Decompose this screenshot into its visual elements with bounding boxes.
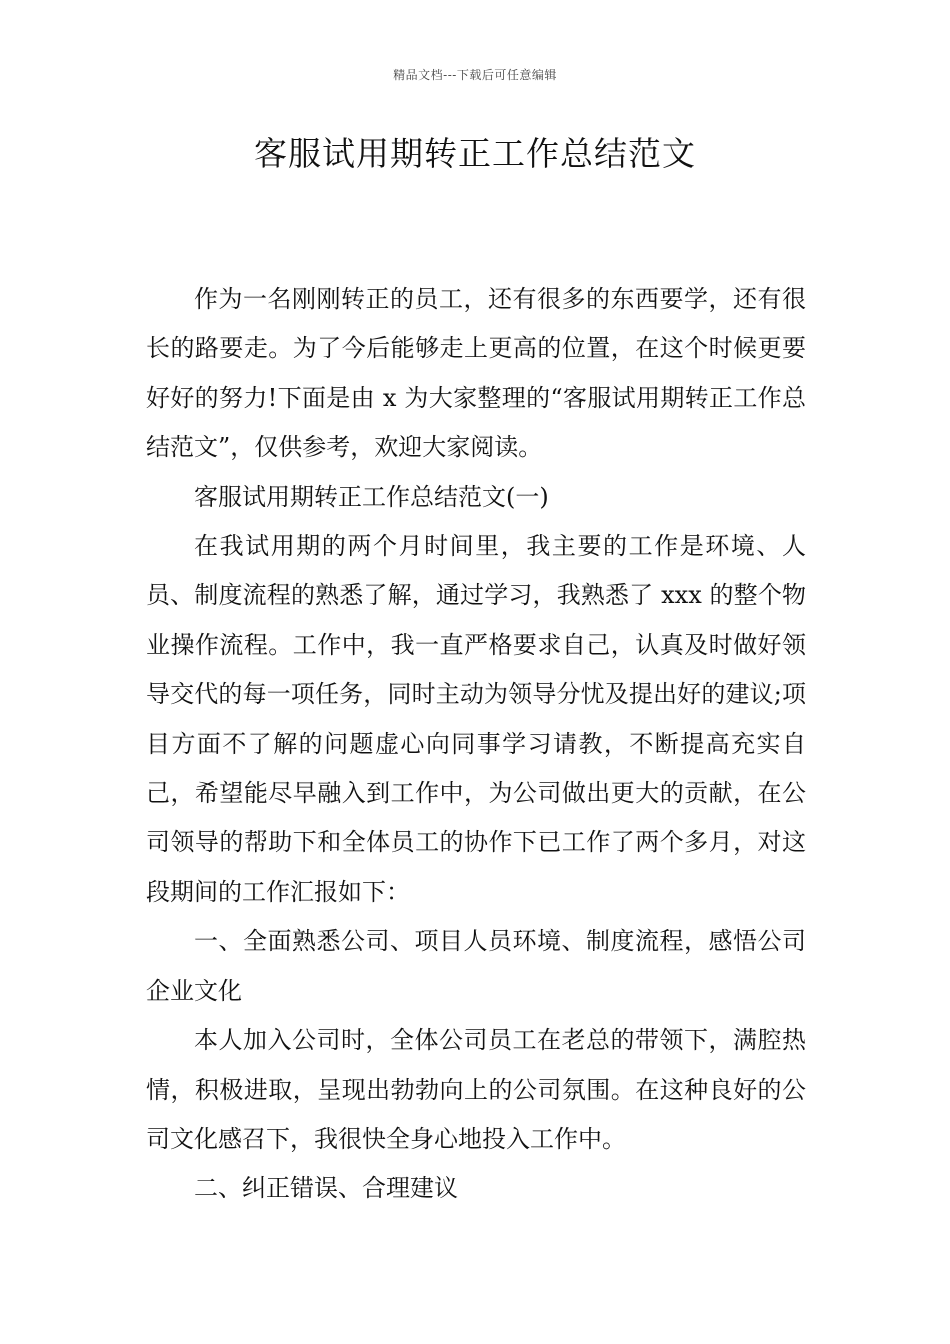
header-note: 精品文档---下载后可任意编辑 bbox=[393, 68, 557, 82]
paragraph-company-culture: 本人加入公司时，全体公司员工在老总的带领下，满腔热情，积极进取，呈现出勃勃向上的公司氛围。在这种良好的公司文化感召下，我很快全身心地投入工作中。 bbox=[146, 1026, 806, 1153]
section-heading-correct-errors: 二、纠正错误、合理建议 bbox=[194, 1174, 458, 1203]
paragraph-intro: 作为一名刚刚转正的员工，还有很多的东西要学，还有很长的路要走。为了今后能够走上更高的位置，在这个时候更要好好的努力!下面是由 x 为大家整理的“客服试用期转正工作总结范文”，仅供参考，欢迎大家阅读。 bbox=[146, 285, 806, 462]
document-body bbox=[146, 275, 806, 1214]
section-heading-1: 客服试用期转正工作总结范文(一) bbox=[194, 482, 549, 511]
document-title: 客服试用期转正工作总结范文 bbox=[254, 134, 696, 173]
paragraph-trial-period: 在我试用期的两个月时间里，我主要的工作是环境、人员、制度流程的熟悉了解，通过学习，我熟悉了 xxx 的整个物业操作流程。工作中，我一直严格要求自己，认真及时做好领导交代的每一项任务，同时主动为领导分忧及提出好的建议;项目方面不了解的问题虚心向同事学习请教，不断提高充实自己，希望能尽早融入到工作中，为公司做出更大的贡献，在公司领导的帮助下和全体员工的协作下已工作了两个多月，对这段期间的工作汇报如下： bbox=[146, 532, 806, 906]
section-heading-familiarize: 一、全面熟悉公司、项目人员环境、制度流程，感悟公司企业文化 bbox=[146, 927, 806, 1005]
